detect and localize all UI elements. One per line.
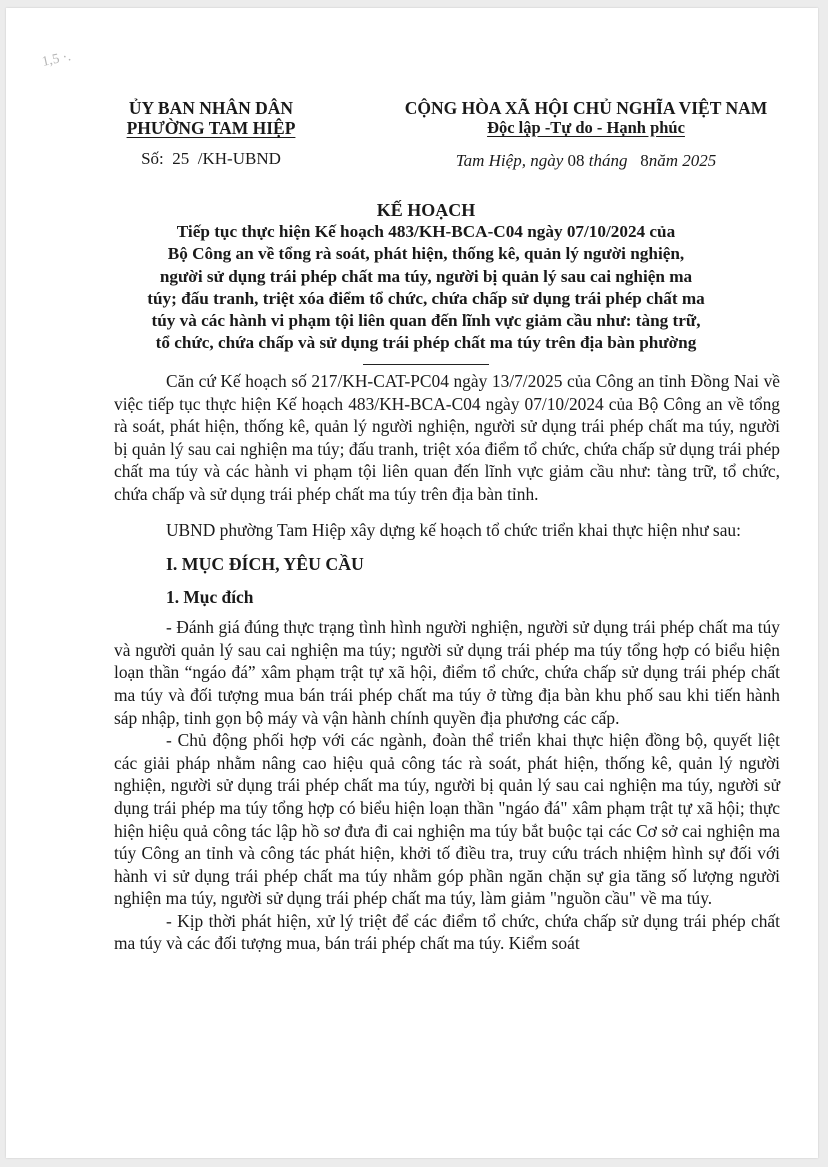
document-page — [6, 8, 818, 1158]
document-date — [376, 150, 796, 172]
title-block — [116, 199, 736, 365]
title-subtitle-line: người sử dụng trái phép chất ma túy, người bị quản lý sau cai nghiện ma — [159, 266, 693, 286]
ward-name: PHƯỜNG TAM HIỆP — [126, 118, 296, 138]
purpose-item: - Kịp thời phát hiện, xử lý triệt để các điểm tổ chức, chứa chấp sử dụng trái phép chất ma túy và các đối tượng mua, bán trái phép chất ma túy. Kiểm soát — [114, 910, 780, 954]
title-subtitle-line: tổ chức, chứa chấp và sử dụng trái phép chất ma túy trên địa bàn phường — [155, 333, 697, 353]
date-year: năm 2025 — [648, 151, 717, 170]
date-month-label: tháng — [588, 151, 628, 170]
title-subtitle-line: Bộ Công an về tổng rà soát, phát hiện, thống kê, quản lý người nghiện, — [167, 244, 685, 264]
national-motto: Độc lập -Tự do - Hạnh phúc — [487, 118, 685, 137]
date-place: Tam Hiệp, ngày — [455, 151, 564, 170]
title-divider — [363, 364, 489, 365]
title-subtitle-line: túy và các hành vi phạm tội liên quan đến lĩnh vực giảm cầu như: tàng trữ, — [151, 311, 701, 331]
number-value: 25 — [172, 149, 190, 168]
purpose-item: - Chủ động phối hợp với các ngành, đoàn thể triển khai thực hiện đồng bộ, quyết liệt các giải pháp nhằm nâng cao hiệu quả công tác rà soát, phát hiện, thống kê, quản lý người nghiện, người sử dụng trái phép chất ma túy, người bị quản lý sau cai nghiện ma túy, người sử dụng trái phép ma túy tổng hợp có biểu hiện loạn thần "ngáo đá" xâm phạm trật tự xã hội; thực hiện hiệu quả công tác lập hồ sơ đưa đi cai nghiện ma túy bắt buộc tại các Cơ sở cai nghiện ma túy Công an tỉnh và công tác phát hiện, khởi tố điều tra, truy cứu trách nhiệm hình sự đối với hành vi sử dụng trái phép chất ma túy nhằm góp phần ngăn chặn sự gia tăng số lượng người nghiện ma túy, người sử dụng trái phép chất ma túy, làm giảm "nguồn cầu" về ma túy. — [114, 730, 780, 909]
section-heading: I. MỤC ĐÍCH, YÊU CẦU — [166, 554, 364, 575]
subsection-heading: 1. Mục đích — [166, 587, 254, 608]
document-body — [114, 370, 780, 955]
document-title: KẾ HOẠCH — [376, 200, 476, 220]
date-month: 8 — [640, 151, 649, 170]
country-name: CỘNG HÒA XÃ HỘI CHỦ NGHĨA VIỆT NAM — [404, 98, 768, 118]
intro-paragraph: UBND phường Tam Hiệp xây dựng kế hoạch tổ chức triển khai thực hiện như sau: — [166, 519, 741, 540]
header-right — [376, 98, 796, 172]
title-subtitle-line: Tiếp tục thực hiện Kế hoạch 483/KH-BCA-C04 ngày 07/10/2024 của — [176, 222, 676, 241]
number-suffix: /KH-UBND — [197, 149, 281, 168]
header-left — [106, 98, 316, 170]
document-number — [106, 148, 316, 170]
date-day: 08 — [567, 151, 585, 170]
title-subtitle-line: túy; đấu tranh, triệt xóa điểm tổ chức, chứa chấp sử dụng trái phép chất ma — [147, 288, 705, 308]
purpose-item: - Đánh giá đúng thực trạng tình hình người nghiện, người sử dụng trái phép chất ma túy và người quản lý sau cai nghiện ma túy; người sử dụng trái phép ma túy tổng hợp có biểu hiện loạn thần “ngáo đá” xâm phạm trật tự xã hội, điểm tổ chức, chứa chấp sử dụng trái phép chất ma túy và đối tượng mua bán trái phép chất ma túy ở từng địa bàn khu phố sau khi tiến hành sáp nhập, tinh gọn bộ máy và vận hành chính quyền địa phương các cấp. — [114, 617, 780, 728]
agency-name: ỦY BAN NHÂN DÂN — [128, 98, 294, 118]
basis-paragraph: Căn cứ Kế hoạch số 217/KH-CAT-PC04 ngày 13/7/2025 của Công an tỉnh Đồng Nai về việc tiếp tục thực hiện Kế hoạch 483/KH-BCA-C04 ngày 07/10/2024 của Bộ Công an về tổng rà soát, phát hiện, thống kê, quản lý người nghiện, người sử dụng trái phép chất ma túy, người bị quản lý sau cai nghiện ma túy; đấu tranh, triệt xóa điểm tổ chức, chứa chấp sử dụng trái phép chất ma túy và các hành vi phạm tội liên quan đến lĩnh vực giảm cầu như: tàng trữ, tổ chức, chứa chấp và sử dụng trái phép chất ma túy trên địa bàn tỉnh. — [114, 371, 780, 504]
number-prefix: Số: — [141, 149, 164, 168]
margin-note: 1,5 ·. — [40, 49, 73, 70]
